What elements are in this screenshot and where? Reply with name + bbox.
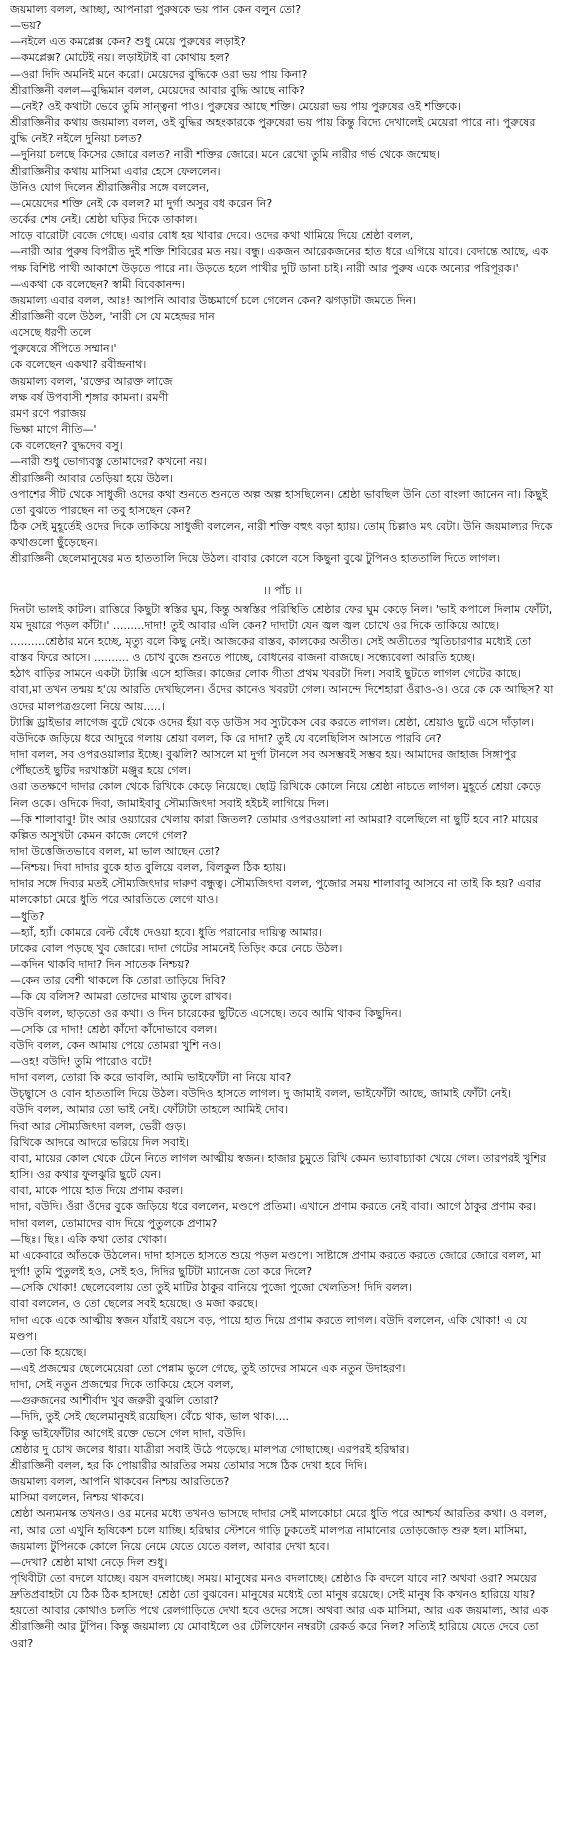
paragraph: শ্রীরাজ্ঞিনীর কথায় মাসিমা এবার হেসে ফেললেন। [10, 164, 221, 178]
paragraph: —নারী আর পুরুষ বিপরীত দুই শক্তি শিবিরের মত নয়। বন্ধু। একজন আরেকজনের হাত ধরে এগিয়ে যাবে। বেদান্তে আছে, এক পক্ষ বিশিষ্ট পাখী আকাশে উড়তে পারে না। উড়তে হলে পাখীর দুটি ডানা চাই। নারী আর পুরুষ একে অন্যের পরিপূরক।' [10, 245, 549, 275]
paragraph: —দুনিয়া চলছে কিসের জোরে বলত? নারী শক্তির জোরে। মনে রেখো তুমি নারীর গর্ভ থেকে জন্মেছ। [10, 148, 440, 162]
paragraph: দাদা, বউদি। ওঁরা ওঁদের বুকে জড়িয়ে ধরে বললেন, মণ্ডপে প্রতিমা। এখানে প্রণাম করতে নেই বাবা। আগে ঠাকুর প্রণাম কর। [10, 1200, 537, 1214]
paragraph: —দেখা? শ্রেষ্ঠা মাথা নেড়ে দিল শুধু। [10, 1555, 168, 1569]
paragraph: জয়মাল্য বলল, আচ্ছা, আপনারা পুরুষকে ভয় পান কেন বলুন তো? [10, 3, 302, 16]
paragraph: —কি শালাবাবু! টাং আর ওয়্যারের খেলায় কারা জিতল? তোমার ওপরওয়ালা না আমরা? বলেছিলে না ছুটি হবে না? মায়ের কল্পিত অসুখটা কেমন কাজে লেগে গেল? [10, 812, 539, 842]
paragraph: উনিও যোগ দিলেন শ্রীরাজ্ঞিনীর সঙ্গে বললেন, [10, 180, 210, 194]
paragraph: —নারী শুধু ভোগ্যবস্তু তোমাদের? কখনো নয়। [10, 455, 207, 469]
chapter-title: ।। পাঁচ ।। [262, 584, 303, 598]
paragraph: ওপাশের সীট থেকে সাধুজী ওদের কথা শুনতে শুনতে অল্প অল্প হাসছিলেন। শ্রেষ্ঠা ভাবছিল উনি তো বাংলা জানেন না। কিছুই তো বুঝতে পারছেন না তবু হাসছেন কেন? [10, 487, 548, 517]
paragraph: —ওরা দিদি অমনিই মনে করো। মেয়েদের বুদ্ধিকে ওরা ভয় পায় কিনা? [10, 67, 308, 81]
paragraph: দাদা উত্তেজিতভাবে বলল, মা ভাল আছেন তো? [10, 844, 221, 858]
paragraph: এসেছে ধরণী তলে [10, 326, 92, 340]
paragraph: —ভয়? [10, 19, 42, 33]
paragraph: মাসিমা বললেন, নিশ্চয় থাকবে। [10, 1491, 144, 1505]
paragraph: —নইলে এত কমপ্লেক্স কেন? শুধু মেয়ে পুরুষের লড়াই? [10, 35, 246, 49]
paragraph: ঢাকের বোল পড়ছে খুব জোরে। দাদা গেটের সামনেই তিড়িং করে নেচে উঠল। [10, 941, 343, 955]
paragraph: —কি যে বলিস? আমরা তোদের মাথায় তুলে রাখব। [10, 990, 232, 1004]
paragraph: —এই প্রজন্মের ছেলেমেয়েরা তো পেন্নাম ভুলে গেছে, তুই তাদের সামনে এক নতুন উদাহরণ। [10, 1361, 406, 1375]
paragraph: জয়মাল্য বলল, 'রক্তের আরক্ত লাজে [10, 374, 173, 388]
paragraph: শ্রেষ্ঠা অন্যমনস্ক তখনও। ওর মনের মধ্যে তখনও ভাসছে দাদার সেই মালকোচা মেরে ধুতি পরে আশ্চর্য আরতির কথা। ও বলল, না, আর তো এখুনি হৃষিকেশ চলে যাচ্ছি। হরিদ্বার স্টেশনে গাড়ি ঢুকতেই মালপত্র নামানোর তোড়জোড় শুরু হল। মাসিমা, জয়মাল্য টুপিনকে কোলে নিয়ে নেমে যেতে যেতে বলল, আবার দেখা হবে। [10, 1507, 547, 1553]
paragraph: বউদি বলল, ছাড়তো ওর কথা। ও দিন চারেকের ছুটিতে এসেছে। তবে আমি থাকব কিছুদিন। [10, 1006, 402, 1020]
paragraph: শ্রীরাজ্ঞিনী বলে উঠল, 'নারী সে যে মহেন্দ্রর দান [10, 309, 215, 323]
paragraph: বাবা, মাকে পায়ে হাত দিয়ে প্রণাম করল। [10, 1184, 184, 1198]
paragraph: —নিশ্চয়। দিবা দাদার বুকে হাত বুলিয়ে বলল, বিলকুল ঠিক হ্যায়। [10, 861, 287, 875]
paragraph: —গুরুজনের আশীর্বাদ খুব জরুরী বুঝলি তোরা? [10, 1394, 219, 1408]
paragraph: পৃথিবীটা তো বদলে যাচ্ছে। বয়স বদলাচ্ছে। সময়। মানুষের মনও বদলাচ্ছে। শ্রেষ্ঠাও কি বদলে যাবে না? অথবা ওরা? সময়ের দ্রুতিপ্রবাহটা যে ঠিক ঠিক হাসছে! শ্রেষ্ঠা তো বুঝবেন। মানুষের মধ্যেই তো মানুষ রয়েছে। সেই মানুষ কি কখনও হারিয়ে যায়? হয়তো আবার কোথাও চলতি পথে রেলগাড়িতে দেখা হবে ওদের সঙ্গে। অথবা আর এক মাসিমা, আর এক জয়মাল্য, আর এক শ্রীরাজ্ঞিনী আর টুপিন। কিন্তু জয়মাল্য যে মোবাইলে ওর টেলিফোন নম্বরটা রেকর্ড করে নিল? সত্যিই হারিয়ে যেতে দেবে তো ওরা? [10, 1572, 549, 1650]
paragraph: শ্রীরাজ্ঞিনী ছেলেমানুষের মত হাততালি দিয়ে উঠল। বাবার কোলে বসে কিছুনা বুঝে টুপিনও হাততালি দিতে লাগল। [10, 552, 501, 566]
paragraph: শ্রীরাজ্ঞিনীর কথায় জয়মাল্য বলল, ওই বুদ্ধির অহংকারকে পুরুষেরা ভয় পায় কিন্তু বিদ্যে দেখালেই মেয়েরা পারে না। পুরুষের বুদ্ধি নেই? নইলে দুনিয়া চলত? [10, 116, 536, 146]
paragraph: পুরুষেরে সঁপিতে সম্মান।' [10, 342, 117, 356]
paragraph: —কেন তার বেশী থাকলে কি তোরা তাড়িয়ে দিবি? [10, 974, 226, 988]
paragraph: উচ্ছ্বাসে ও বোন হাততালি দিয়ে উঠল। বউদিও হাসতে লাগল। দু জামাই বলল, ভাইফোঁটা আছে, জামাই ফোঁটা নেই। [10, 1087, 511, 1101]
paragraph: দাদা একে একে আত্মীয় স্বজন যাঁরাই বয়সে বড়, পায়ে হাত দিয়ে প্রণাম করতে লাগল। বউদি বললেন, একি খোকা! এ যে মণ্ডপ। [10, 1313, 527, 1343]
paragraph: শ্রেষ্ঠার দু চোখ জলের ধারা। যাত্রীরা সবাই উঠে পড়েছে। মালপত্র গোছাচ্ছে। এরপরই হরিদ্বার। [10, 1442, 410, 1456]
paragraph: কিন্তু ভাইফোঁটার আগেই রক্তে ভেসে গেল দাদা, বউদি। [10, 1426, 246, 1440]
paragraph: —হ্যাঁ, হ্যাঁ। কোমরে বেল্ট বেঁধে দেওয়া হবে। ধুতি পরানোর দায়িত্ব আমার। [10, 925, 322, 939]
paragraph: দাদা বলল, সব ওপরওয়ালার ইচ্ছে। বুঝলি? আসলে মা দুর্গা টানলে সব অসম্ভবই সম্ভব হয়। আমাদের জাহাজ সিঙ্গাপুর পৌঁছতেই ছুটির দরখাস্তটা মঞ্জুর হয়ে গেল। [10, 748, 517, 778]
paragraph: —সেকি খোকা! ছেলেবেলায় তো তুই মাটির ঠাকুর বানিয়ে পুজো পুজো খেলতিস! দিদি বলল। [10, 1281, 413, 1295]
paragraph: বাবা, মায়ের কোল থেকে টেনে নিতে লাগল আত্মীয় স্বজন। হাজার চুমুতে রিখি কেমন ভ্যাবাচ্যাকা খেয়ে গেল। তারপরই খুশির হাসি। ওর কথার ফুলঝুরি ছুটে যেন। [10, 1151, 547, 1182]
paragraph: —মেয়েদের শক্তি নেই কে বলল? মা দুর্গা অসুর বধ করেন নি? [10, 196, 273, 210]
paragraph: —ওহ! বউদি! তুমি পারোও বটে! [10, 1055, 153, 1068]
paragraph: বউদি বলল, কেন আমায় পেয়ে তোমরা খুশি নও। [10, 1038, 221, 1052]
paragraph: মা একেবারে আঁতকে উঠলেন। দাদা হাসতে হাসতে শুয়ে পড়ল মণ্ডপে। সাষ্টাঙ্গে প্রণাম করতে করতে জোরে জোরে বলল, মা দুর্গা! তুমি পুতুলই হও, সেই হও, দিদির ছুটিটা ম্যানেজ তো করে দিলে? [10, 1248, 541, 1279]
paragraph: দিবা আর সৌম্যজিৎদা বলল, ভেরী গুড়। [10, 1119, 187, 1133]
paragraph: কে বলেছেন? বুদ্ধদেব বসু। [10, 439, 123, 453]
paragraph: জয়মাল্য বলল, আপনি থাকবেন নিশ্চয় আরতিতে? [10, 1475, 230, 1489]
paragraph: শ্রীরাজ্ঞিনী আবার তেড়িয়া হয়ে উঠল। [10, 471, 173, 485]
paragraph: লক্ষ বর্ষ উপবাসী শৃঙ্গার কামনা। রমণী [10, 390, 169, 404]
paragraph: —ছিঃ। ছিঃ। একি কথা তোর খোকা। [10, 1232, 167, 1246]
section-two [10, 602, 555, 1652]
paragraph: তর্কের শেষ নেই। শ্রেষ্ঠা ঘড়ির দিকে তাকাল। [10, 213, 198, 227]
paragraph: কে বলেছেন একথা? রবীন্দ্রনাথ। [10, 358, 147, 372]
paragraph: বউদি বলল, আমার তো ভাই নেই। ফোঁটাটা তাহলে আমিই দোব। [10, 1103, 289, 1117]
paragraph: জয়মাল্য এবার বলল, আঃ! আপনি আবার উচ্চমার্গে চলে গেলেন কেন? ঝগড়াটা জমতে দিন। [10, 293, 417, 307]
paragraph: ঠিক সেই মুহূর্তেই ওদের দিকে তাকিয়ে সাধুজী বললেন, নারী শক্তি বহুৎ বড়া হ্যায়। তোম্‌ চিল্লাও মৎ বেটা। উনি জয়মাল্যর দিকে কথাগুলো ছুঁড়েছেন। [10, 520, 553, 550]
paragraph: ওরা ততক্ষণে দাদার কোল থেকে রিখিকে কেড়ে নিয়েছে। ছোট্ট রিখিকে কোলে নিয়ে শ্রেষ্ঠা নাচতে লাগল। মুহূর্তে শ্রেয়া কেড়ে নিল ওকে। ওদিকে দিবা, জামাইবাবু সৌম্যজিৎদা সবাই হইচই লাগিয়ে দিল। [10, 780, 541, 810]
section-one [10, 2, 555, 567]
paragraph: —দিদি, তুই সেই ছেলেমানুষই রয়েছিস। বেঁচে থাক, ভাল থাক।.... [10, 1410, 290, 1424]
paragraph: —তো কি হয়েছে। [10, 1345, 87, 1359]
paragraph: সাড়ে বারোটা বেজে গেছে। এবার বোধ হয় খাবার দেবে। ওদের কথা থামিয়ে দিয়ে শ্রেষ্ঠা বলল, [10, 229, 414, 243]
paragraph: দাদা বলল, তোমাদের বাদ দিয়ে পুতুলকে প্রণাম? [10, 1216, 218, 1230]
paragraph: —সেকি রে দাদা! শ্রেষ্ঠা কাঁদো কাঁদোভাবে বলল। [10, 1022, 218, 1036]
paragraph: রমণ রণে পরাজয় [10, 406, 86, 420]
paragraph: দাদা বলল, তোরা কি করে ভাবলি, আমি ভাইফোঁটা না নিয়ে যাব? [10, 1071, 292, 1085]
paragraph: শ্রীরাজ্ঞিনী বলল, হর কি পোয়ারীর আরতির সময় তোমার সঙ্গে ঠিক দেখা হবে দিদি। [10, 1458, 367, 1472]
paragraph: —ধুতি? [10, 909, 45, 923]
paragraph: —কদিন থাকবি দাদা? দিন সাতেক নিশ্চয়? [10, 958, 190, 972]
paragraph: হঠাৎ বাড়ির সামনে একটা ট্যাক্সি এসে হাজির। কাজের লোক গীতা প্রথম খবরটা দিল। সবাই ছুটতে লাগল গেটের কাছে। বাবা,মা তখন তন্ময় হ'য়ে আরতি দেখছিলেন। ওঁদের কানেও খবরটা গেল। আনন্দে দিশেহারা ওঁরাও-ও। ওরে কে কে আছিস? যা ওদের মালপত্রগুলো নিয়ে আয়.....। [10, 667, 554, 713]
paragraph: রিখিকে আদরে আদরে ভরিয়ে দিল সবাই। [10, 1135, 189, 1149]
paragraph: —কমপ্লেক্স? মোটেই নয়। লড়াইটাই বা কোথায় হল? [10, 51, 230, 65]
paragraph: শ্রীরাজ্ঞিনী বলল—বুদ্ধিমান বলল, মেয়েদের আবার বুদ্ধি আছে নাকি? [10, 83, 305, 97]
paragraph: —একথা কে বলেছেন? স্বামী বিবেকানন্দ। [10, 277, 185, 291]
paragraph: বাবা বললেন, ও তো ছেলের সবই হয়েছে। ও মজা করছে। [10, 1297, 258, 1311]
paragraph: ট্যাক্সি ড্রাইভার লাগেজ বুটে থেকে ওদের হঁয়া বড় ডাউস সব স্যুটকেস বের করতে লাগল। শ্রেষ্ঠা, শ্রেয়াও ছুটে এসে দাঁড়াল। বউদিকে জড়িয়ে ধরে আদুরে গলায় শ্রেয়া বলল, কি রে দাদা? তুই যে বলেছিলিস আসতে পারবি নে? [10, 715, 534, 745]
section-gap [10, 567, 555, 579]
paragraph: দাদা, সেই নতুন প্রজন্মের দিকে তাকিয়ে হেসে বলল, [10, 1378, 234, 1392]
paragraph: দিনটা ভালই কাটল। রাত্তিরে কিছুটা স্বস্তির ঘুম, কিন্তু অস্বস্তির পরিস্থিতি শ্রেষ্ঠার ফের ঘুম কেড়ে নিল। 'ভাই কপালে দিলাম ফোঁটা, যম দুয়ারে পড়ল কাঁটা।' .........দাদা! তুই আবার এলি কেন? দাদাটা যেন জ্বল জ্বল চোখে ওর দিকে তাকিয়ে আছে। ..........শ্রেষ্ঠার মনে হচ্ছে, মৃত্যু বলে কিছু নেই। আজকের বাস্তব, কালকের অতীত। সেই অতীতের স্মৃতিচারণার মধ্যেই তো বাস্তব ফিরে আসে। .......... ও চোখ বুজে শুনতে পাচ্ছে, বোধনের বাজনা বাজছে। সন্ধ্যেবেলা আরতি হচ্ছে। [10, 602, 553, 665]
paragraph: দাদার সঙ্গে দিব্যর মতই সৌম্যজিৎদার দারুণ বন্ধুত্ব। সৌম্যজিৎদা বলল, পুজোর সময় শালাবাবু আসবে না তাই কি হয়? এবার মালকোচা মেরে ধুতি পরে আরতিতে লেগে যাও। [10, 877, 542, 907]
paragraph: —নেই? ওই কথাটা ভেবে তুমি সান্ত্বনা পাও। পুরুষের আছে শক্তি। মেয়েরা ভয় পায় পুরুষের ওই শক্তিকে। [10, 99, 461, 113]
paragraph: ভিক্ষা মাগে নীতি—' [10, 423, 97, 437]
